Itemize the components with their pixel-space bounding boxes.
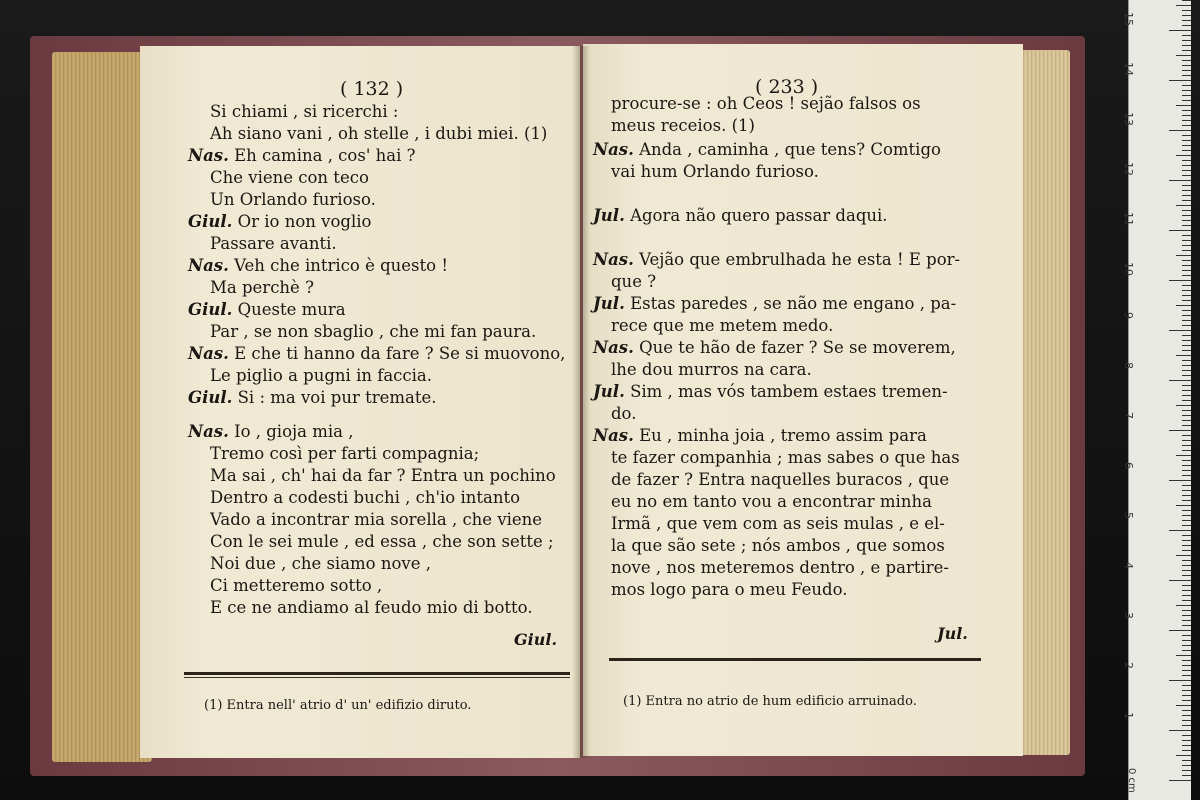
ruler-tick (1182, 115, 1191, 116)
right-line-10: Nas. Que te hão de fazer ? Se se moverem, (593, 338, 956, 357)
ruler-tick (1182, 110, 1191, 111)
ruler-label-4: 4 (1122, 562, 1135, 569)
ruler-tick (1182, 500, 1191, 501)
ruler-tick (1182, 165, 1191, 166)
measuring-ruler (1122, 0, 1191, 800)
ruler-tick (1182, 295, 1191, 296)
ruler-tick (1182, 125, 1191, 126)
ruler-tick (1182, 595, 1191, 596)
right-line-6: Nas. Vejão que embrulhada he esta ! E por- (593, 250, 961, 269)
ruler-tick (1169, 580, 1191, 581)
ruler-tick (1182, 435, 1191, 436)
right-footnote-rule (609, 658, 981, 661)
left-line-13: Le piglio a pugni in faccia. (210, 366, 433, 385)
ruler-tick (1182, 615, 1191, 616)
ruler-tick (1182, 525, 1191, 526)
ruler-tick (1169, 180, 1191, 181)
ruler-tick (1182, 520, 1191, 521)
ruler-tick (1182, 210, 1191, 211)
ruler-tick (1176, 255, 1191, 256)
ruler-label-12: 12 (1122, 162, 1135, 176)
right-line-15: te fazer companhia ; mas sabes o que has (611, 448, 960, 467)
right-line-3: Nas. Anda , caminha , que tens? Comtigo (593, 140, 941, 159)
ruler-tick (1182, 75, 1191, 76)
left-line-9: Ma perchè ? (210, 278, 314, 297)
ruler-tick (1182, 145, 1191, 146)
ruler-label-3: 3 (1122, 612, 1135, 619)
ruler-tick (1182, 175, 1191, 176)
ruler-tick (1182, 620, 1191, 621)
ruler-tick (1182, 140, 1191, 141)
ruler-tick (1176, 5, 1191, 6)
right-line-7: que ? (611, 272, 657, 291)
ruler-tick (1182, 290, 1191, 291)
ruler-tick (1182, 240, 1191, 241)
ruler-tick (1182, 650, 1191, 651)
ruler-tick (1182, 665, 1191, 666)
ruler-tick (1182, 495, 1191, 496)
right-line-19: la que são sete ; nós ambos , que somos (611, 536, 945, 555)
ruler-tick (1182, 560, 1191, 561)
left-line-11: Par , se non sbaglio , che mi fan paura. (210, 322, 537, 341)
ruler-tick (1169, 780, 1191, 781)
left-line-8: Nas. Veh che intrico è questo ! (188, 256, 448, 275)
ruler-tick (1182, 570, 1191, 571)
ruler-tick (1182, 375, 1191, 376)
ruler-tick (1182, 490, 1191, 491)
left-line-17: Ma sai , ch' hai da far ? Entra un pochino (210, 466, 556, 485)
ruler-tick (1182, 10, 1191, 11)
ruler-label-11: 11 (1122, 212, 1135, 226)
ruler-tick (1182, 95, 1191, 96)
right-line-1: procure-se : oh Ceos ! sejão falsos os (611, 94, 921, 113)
ruler-tick (1182, 85, 1191, 86)
ruler-label-10: 10 (1122, 262, 1135, 276)
ruler-tick (1182, 690, 1191, 691)
ruler-tick (1182, 640, 1191, 641)
ruler-tick (1182, 410, 1191, 411)
ruler-tick (1182, 15, 1191, 16)
right-line-9: rece que me metem medo. (611, 316, 834, 335)
ruler-tick (1176, 555, 1191, 556)
ruler-tick (1182, 340, 1191, 341)
ruler-tick (1182, 345, 1191, 346)
ruler-tick (1182, 245, 1191, 246)
ruler-tick (1176, 55, 1191, 56)
left-page-number: ( 132 ) (340, 78, 404, 100)
left-page (140, 46, 580, 758)
ruler-tick (1182, 770, 1191, 771)
ruler-tick (1182, 510, 1191, 511)
ruler-tick (1182, 150, 1191, 151)
ruler-tick (1182, 565, 1191, 566)
ruler-tick (1182, 370, 1191, 371)
ruler-tick (1182, 425, 1191, 426)
ruler-label-5: 5 (1122, 512, 1135, 519)
ruler-tick (1182, 670, 1191, 671)
ruler-tick (1182, 660, 1191, 661)
ruler-tick (1182, 550, 1191, 551)
left-line-21: Noi due , che siamo nove , (210, 554, 432, 573)
ruler-tick (1169, 280, 1191, 281)
ruler-tick (1176, 755, 1191, 756)
right-line-8: Jul. Estas paredes , se não me engano , pa- (593, 294, 957, 313)
ruler-tick (1182, 195, 1191, 196)
ruler-tick (1176, 205, 1191, 206)
ruler-tick (1176, 605, 1191, 606)
page-edges-right (1020, 50, 1070, 755)
ruler-tick (1182, 745, 1191, 746)
ruler-tick (1182, 0, 1191, 1)
ruler-tick (1176, 505, 1191, 506)
left-line-10: Giul. Queste mura (188, 300, 346, 319)
ruler-tick (1182, 100, 1191, 101)
ruler-tick (1182, 270, 1191, 271)
right-line-16: de fazer ? Entra naquelles buracos , que (611, 470, 950, 489)
ruler-label-13: 13 (1122, 112, 1135, 126)
ruler-tick (1182, 545, 1191, 546)
right-line-12: Jul. Sim , mas vós tambem estaes tremen- (593, 382, 948, 401)
ruler-tick (1182, 325, 1191, 326)
ruler-tick (1182, 385, 1191, 386)
right-line-11: lhe dou murros na cara. (611, 360, 812, 379)
ruler-tick (1169, 380, 1191, 381)
ruler-label-14: 14 (1122, 62, 1135, 76)
ruler-tick (1176, 455, 1191, 456)
ruler-label-2: 2 (1122, 662, 1135, 669)
ruler-tick (1182, 720, 1191, 721)
ruler-unit-label: 0 cm (1126, 768, 1137, 793)
ruler-tick (1182, 390, 1191, 391)
left-footnote-rule (184, 672, 570, 675)
left-line-18: Dentro a codesti buchi , ch'io intanto (210, 488, 521, 507)
left-line-14: Giul. Si : ma voi pur tremate. (188, 388, 437, 407)
ruler-tick (1182, 735, 1191, 736)
ruler-tick (1182, 515, 1191, 516)
right-page-number: ( 233 ) (755, 76, 819, 98)
book-gutter (572, 46, 590, 758)
ruler-tick (1182, 470, 1191, 471)
left-line-4: Che viene con teco (210, 168, 369, 187)
left-footnote-rule-thin (184, 677, 570, 678)
ruler-label-15: 15 (1122, 12, 1135, 26)
right-page (583, 44, 1023, 756)
ruler-tick (1182, 700, 1191, 701)
left-line-3: Nas. Eh camina , cos' hai ? (188, 146, 416, 165)
left-line-20: Con le sei mule , ed essa , che son sette ; (210, 532, 554, 551)
ruler-tick (1182, 450, 1191, 451)
ruler-tick (1169, 530, 1191, 531)
ruler-tick (1182, 190, 1191, 191)
ruler-tick (1182, 420, 1191, 421)
ruler-tick (1182, 440, 1191, 441)
left-line-16: Tremo così per farti compagnia; (210, 444, 480, 463)
ruler-tick (1182, 475, 1191, 476)
ruler-tick (1182, 20, 1191, 21)
left-catchword: Giul. (514, 630, 558, 649)
left-footnote: (1) Entra nell' atrio d' un' edifizio diruto. (204, 698, 472, 713)
left-line-12: Nas. E che ti hanno da fare ? Se si muovono, (188, 344, 566, 363)
ruler-tick (1182, 725, 1191, 726)
right-line-14: Nas. Eu , minha joia , tremo assim para (593, 426, 927, 445)
ruler-tick (1182, 610, 1191, 611)
ruler-tick (1182, 460, 1191, 461)
ruler-tick (1169, 480, 1191, 481)
right-line-5: Jul. Agora não quero passar daqui. (593, 206, 888, 225)
ruler-tick (1182, 65, 1191, 66)
ruler-tick (1182, 285, 1191, 286)
right-line-18: Irmã , que vem com as seis mulas , e el- (611, 514, 945, 533)
ruler-tick (1182, 70, 1191, 71)
ruler-tick (1182, 740, 1191, 741)
ruler-tick (1182, 415, 1191, 416)
ruler-tick (1182, 625, 1191, 626)
ruler-tick (1182, 265, 1191, 266)
left-line-15: Nas. Io , gioja mia , (188, 422, 354, 441)
ruler-tick (1182, 645, 1191, 646)
ruler-tick (1182, 235, 1191, 236)
right-line-21: mos logo para o meu Feudo. (611, 580, 848, 599)
ruler-tick (1182, 25, 1191, 26)
ruler-tick (1182, 275, 1191, 276)
ruler-tick (1182, 400, 1191, 401)
ruler-label-1: 1 (1122, 712, 1135, 719)
ruler-tick (1169, 130, 1191, 131)
ruler-tick (1169, 30, 1191, 31)
ruler-tick (1182, 465, 1191, 466)
right-line-17: eu no em tanto vou a encontrar minha (611, 492, 932, 511)
ruler-tick (1182, 350, 1191, 351)
ruler-tick (1169, 630, 1191, 631)
ruler-tick (1182, 220, 1191, 221)
ruler-tick (1182, 250, 1191, 251)
ruler-tick (1169, 80, 1191, 81)
ruler-tick (1169, 430, 1191, 431)
right-line-13: do. (611, 404, 637, 423)
ruler-tick (1182, 40, 1191, 41)
ruler-tick (1182, 535, 1191, 536)
ruler-tick (1182, 765, 1191, 766)
ruler-tick (1182, 160, 1191, 161)
left-line-1: Si chiami , si ricerchi : (210, 102, 399, 121)
ruler-tick (1182, 45, 1191, 46)
ruler-tick (1182, 185, 1191, 186)
ruler-tick (1182, 60, 1191, 61)
left-line-19: Vado a incontrar mia sorella , che viene (210, 510, 543, 529)
left-line-23: E ce ne andiamo al feudo mio di botto. (210, 598, 533, 617)
ruler-tick (1182, 315, 1191, 316)
ruler-tick (1182, 225, 1191, 226)
ruler-tick (1182, 335, 1191, 336)
left-line-6: Giul. Or io non voglio (188, 212, 372, 231)
left-line-7: Passare avanti. (210, 234, 337, 253)
ruler-tick (1182, 300, 1191, 301)
page-edges-left (52, 52, 152, 762)
ruler-tick (1182, 360, 1191, 361)
ruler-tick (1176, 355, 1191, 356)
ruler-tick (1182, 685, 1191, 686)
ruler-tick (1169, 330, 1191, 331)
ruler-label-9: 9 (1122, 312, 1135, 319)
ruler-tick (1182, 310, 1191, 311)
right-footnote: (1) Entra no atrio de hum edificio arruinado. (623, 694, 917, 709)
left-line-22: Ci metteremo sotto , (210, 576, 383, 595)
ruler-tick (1182, 635, 1191, 636)
right-line-20: nove , nos meteremos dentro , e partire- (611, 558, 949, 577)
ruler-tick (1182, 710, 1191, 711)
ruler-tick (1176, 105, 1191, 106)
ruler-tick (1176, 155, 1191, 156)
ruler-tick (1182, 320, 1191, 321)
ruler-tick (1176, 655, 1191, 656)
right-line-2: meus receios. (1) (611, 116, 755, 135)
ruler-tick (1182, 200, 1191, 201)
ruler-tick (1182, 170, 1191, 171)
ruler-tick (1182, 540, 1191, 541)
ruler-tick (1182, 715, 1191, 716)
ruler-tick (1182, 590, 1191, 591)
ruler-tick (1182, 135, 1191, 136)
ruler-tick (1182, 585, 1191, 586)
ruler-tick (1182, 675, 1191, 676)
ruler-tick (1182, 485, 1191, 486)
ruler-tick (1182, 750, 1191, 751)
ruler-tick (1182, 445, 1191, 446)
ruler-tick (1176, 405, 1191, 406)
ruler-tick (1169, 230, 1191, 231)
ruler-tick (1182, 90, 1191, 91)
ruler-tick (1182, 120, 1191, 121)
ruler-tick (1182, 600, 1191, 601)
ruler-tick (1182, 260, 1191, 261)
ruler-label-6: 6 (1122, 462, 1135, 469)
ruler-label-7: 7 (1122, 412, 1135, 419)
right-catchword: Jul. (937, 624, 968, 643)
ruler-tick (1182, 760, 1191, 761)
left-line-2: Ah siano vani , oh stelle , i dubi miei. (1) (210, 124, 548, 143)
ruler-tick (1182, 695, 1191, 696)
ruler-tick (1176, 305, 1191, 306)
ruler-tick (1182, 395, 1191, 396)
ruler-tick (1182, 365, 1191, 366)
ruler-tick (1176, 705, 1191, 706)
ruler-tick (1182, 35, 1191, 36)
ruler-tick (1182, 575, 1191, 576)
ruler-tick (1169, 680, 1191, 681)
ruler-tick (1182, 215, 1191, 216)
ruler-label-8: 8 (1122, 362, 1135, 369)
ruler-tick (1182, 50, 1191, 51)
left-line-5: Un Orlando furioso. (210, 190, 376, 209)
ruler-tick (1182, 775, 1191, 776)
ruler-tick (1169, 730, 1191, 731)
right-line-4: vai hum Orlando furioso. (611, 162, 819, 181)
